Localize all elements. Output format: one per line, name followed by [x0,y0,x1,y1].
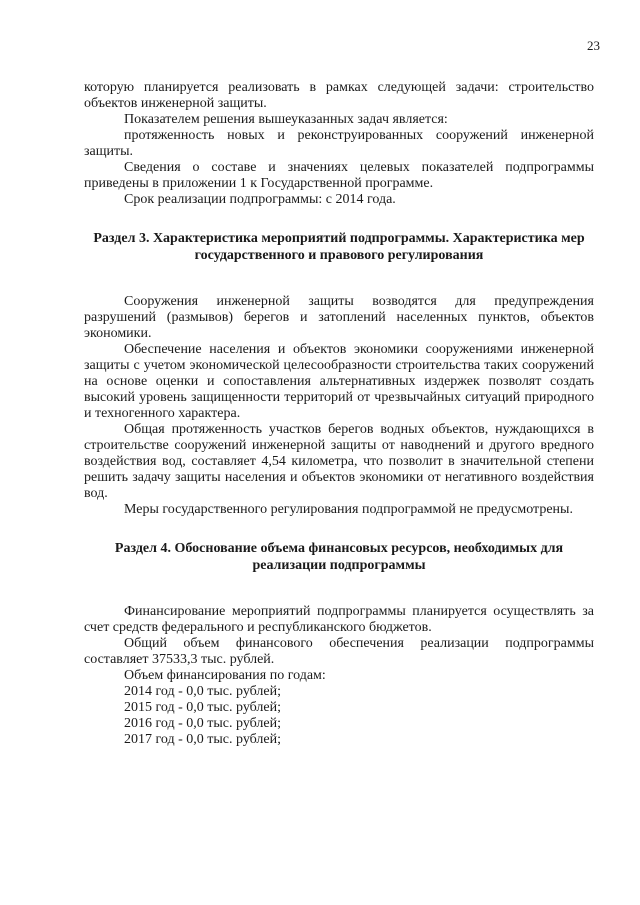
section-3-paragraph-4: Меры государственного регулирования подпрограммой не предусмотрены. [124,502,573,517]
section-3-paragraph-3: Общая протяженность участков берегов водных объектов, нуждающихся в строительстве сооружений инженерной защиты от наводнений и другого вредного воздействия вод, составляет 4,54 километра, что позволит в значительной степени решить задачу защиты населения и объектов экономики от негативного воздействия вод. [84,422,594,501]
document-body [84,80,594,748]
section-4-paragraph-2: Общий объем финансового обеспечения реализации подпрограммы составляет 37533,3 тыс. рублей. [84,636,594,667]
section-4-paragraph-1: Финансирование мероприятий подпрограммы планируется осуществлять за счет средств федерального и республиканского бюджетов. [84,604,594,635]
year-line-2015: 2015 год - 0,0 тыс. рублей; [124,700,282,715]
section-4-heading: Раздел 4. Обоснование объема финансовых ресурсов, необходимых для реализации подпрограммы [114,541,564,573]
year-line-2014: 2014 год - 0,0 тыс. рублей; [124,684,282,699]
paragraph-indicator-intro: Показателем решения вышеуказанных задач является: [124,112,448,127]
section-3-heading: Раздел 3. Характеристика мероприятий подпрограммы. Характеристика мер государственного и правового регулирования [93,231,585,263]
year-line-2017: 2017 год - 0,0 тыс. рублей; [124,732,282,747]
paragraph-targets: Сведения о составе и значениях целевых показателей подпрограммы приведены в приложении 1 к Государственной программе. [84,160,594,191]
section-4-paragraph-3: Объем финансирования по годам: [124,668,326,683]
paragraph-term: Срок реализации подпрограммы: с 2014 года. [124,192,396,207]
page-number: 23 [587,38,600,53]
section-3-paragraph-2: Обеспечение населения и объектов экономики сооружениями инженерной защиты с учетом экономической целесообразности строительства таких сооружений на основе оценки и сопоставления альтернативных издержек позволят создать высокий уровень защищенности территорий от чрезвычайных ситуаций природного и техногенного характера. [84,342,594,421]
paragraph-task: которую планируется реализовать в рамках следующей задачи: строительство объектов инженерной защиты. [84,80,594,111]
year-line-2016: 2016 год - 0,0 тыс. рублей; [124,716,282,731]
section-3-paragraph-1: Сооружения инженерной защиты возводятся для предупреждения разрушений (размывов) берегов и затоплений населенных пунктов, объектов экономики. [84,294,594,341]
paragraph-indicator: протяженность новых и реконструированных сооружений инженерной защиты. [84,128,594,159]
